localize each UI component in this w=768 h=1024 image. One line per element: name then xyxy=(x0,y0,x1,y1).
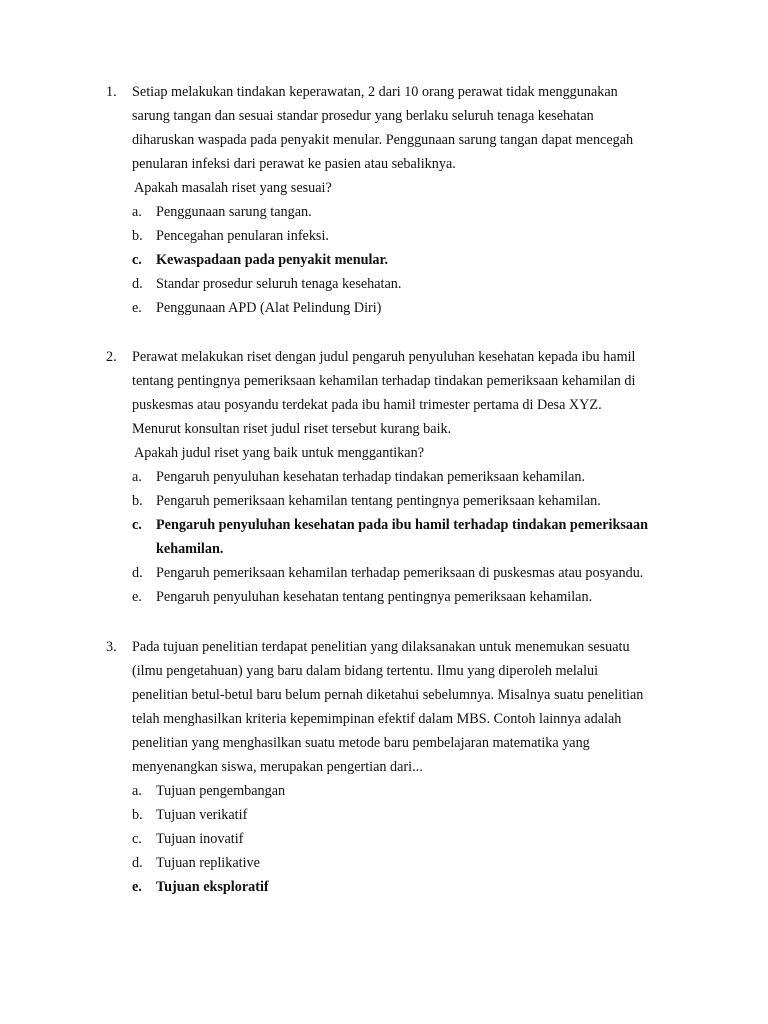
answer-option-e xyxy=(132,296,692,320)
option-text: Pengaruh pemeriksaan kehamilan terhadap pemeriksaan di puskesmas atau posyandu. xyxy=(156,565,644,581)
option-text: Standar prosedur seluruh tenaga kesehatan. xyxy=(156,276,402,292)
question-text-line: (ilmu pengetahuan) yang baru dalam bidang tertentu. Ilmu yang diperoleh melalui xyxy=(132,663,599,679)
option-letter: c. xyxy=(132,252,142,268)
answer-option-e-correct xyxy=(132,875,692,899)
option-letter: c. xyxy=(132,517,142,533)
option-text: Pengaruh penyuluhan kesehatan tentang pentingnya pemeriksaan kehamilan. xyxy=(156,589,593,605)
option-text: Tujuan replikative xyxy=(156,855,260,871)
question-text-line: menyenangkan siswa, merupakan pengertian dari... xyxy=(132,759,423,775)
question-text-line: Perawat melakukan riset dengan judul pengaruh penyuluhan kesehatan kepada ibu hamil xyxy=(132,349,636,365)
option-letter: e. xyxy=(132,879,142,895)
option-text: Tujuan inovatif xyxy=(156,831,244,847)
option-text: Pengaruh penyuluhan kesehatan terhadap tindakan pemeriksaan kehamilan. xyxy=(156,469,586,485)
question-text-line: penelitian yang menghasilkan suatu metode baru pembelajaran matematika yang xyxy=(132,735,590,751)
answer-option-b xyxy=(132,803,692,827)
option-text-line: Pengaruh penyuluhan kesehatan pada ibu hamil terhadap tindakan pemeriksaan xyxy=(156,517,648,533)
question-text-line: Setiap melakukan tindakan keperawatan, 2 dari 10 orang perawat tidak menggunakan xyxy=(132,84,618,100)
question-text-line: penularan infeksi dari perawat ke pasien atau sebaliknya. xyxy=(132,156,456,172)
option-letter: c. xyxy=(132,831,142,847)
question-text-line: Pada tujuan penelitian terdapat penelitian yang dilaksanakan untuk menemukan sesuatu xyxy=(132,639,630,655)
option-text: Pengaruh pemeriksaan kehamilan tentang pentingnya pemeriksaan kehamilan. xyxy=(156,493,601,509)
answer-option-a xyxy=(132,779,692,803)
question-body xyxy=(132,80,692,320)
question-text-line: diharuskan waspada pada penyakit menular. Penggunaan sarung tangan dapat mencegah xyxy=(132,132,634,148)
question-text-line: tentang pentingnya pemeriksaan kehamilan terhadap tindakan pemeriksaan kehamilan di xyxy=(132,373,636,389)
question-text-line: penelitian betul-betul baru belum pernah diketahui sebelumnya. Misalnya suatu penelitian xyxy=(132,687,644,703)
option-letter: b. xyxy=(132,493,143,509)
option-letter: a. xyxy=(132,469,142,485)
question-prompt: Apakah judul riset yang baik untuk menggantikan? xyxy=(134,445,424,461)
option-letter: b. xyxy=(132,228,143,244)
answer-option-d xyxy=(132,272,692,296)
answer-option-d xyxy=(132,851,692,875)
option-text: Tujuan pengembangan xyxy=(156,783,286,799)
answer-option-c-correct xyxy=(132,513,692,561)
option-text: Tujuan eksploratif xyxy=(156,879,269,895)
answer-option-b xyxy=(132,489,692,513)
option-text: Pencegahan penularan infeksi. xyxy=(156,228,329,244)
question-body xyxy=(132,345,692,609)
option-letter: d. xyxy=(132,276,143,292)
option-letter: d. xyxy=(132,565,143,581)
option-letter: b. xyxy=(132,807,143,823)
option-text: Penggunaan APD (Alat Pelindung Diri) xyxy=(156,300,382,316)
answer-option-c xyxy=(132,827,692,851)
question-number: 1. xyxy=(106,84,117,100)
option-text: Penggunaan sarung tangan. xyxy=(156,204,312,220)
option-text: Kewaspadaan pada penyakit menular. xyxy=(156,252,389,268)
question-text-line: Menurut konsultan riset judul riset tersebut kurang baik. xyxy=(132,421,452,437)
question-body xyxy=(132,635,692,899)
option-letter: e. xyxy=(132,300,142,316)
option-text-line: kehamilan. xyxy=(156,541,224,557)
option-letter: a. xyxy=(132,204,142,220)
question-number: 2. xyxy=(106,349,117,365)
answer-option-a xyxy=(132,465,692,489)
option-letter: e. xyxy=(132,589,142,605)
question-text-line: puskesmas atau posyandu terdekat pada ibu hamil trimester pertama di Desa XYZ. xyxy=(132,397,602,413)
option-letter: a. xyxy=(132,783,142,799)
question-text-line: telah menghasilkan kriteria kepemimpinan efektif dalam MBS. Contoh lainnya adalah xyxy=(132,711,622,727)
answer-option-c-correct xyxy=(132,248,692,272)
question-number: 3. xyxy=(106,639,117,655)
option-letter: d. xyxy=(132,855,143,871)
answer-option-b xyxy=(132,224,692,248)
question-text-line: sarung tangan dan sesuai standar prosedur yang berlaku seluruh tenaga kesehatan xyxy=(132,108,594,124)
option-text xyxy=(156,513,648,561)
answer-option-a xyxy=(132,200,692,224)
question-prompt: Apakah masalah riset yang sesuai? xyxy=(134,180,332,196)
option-text: Tujuan verikatif xyxy=(156,807,248,823)
answer-option-e xyxy=(132,585,692,609)
answer-option-d xyxy=(132,561,692,585)
